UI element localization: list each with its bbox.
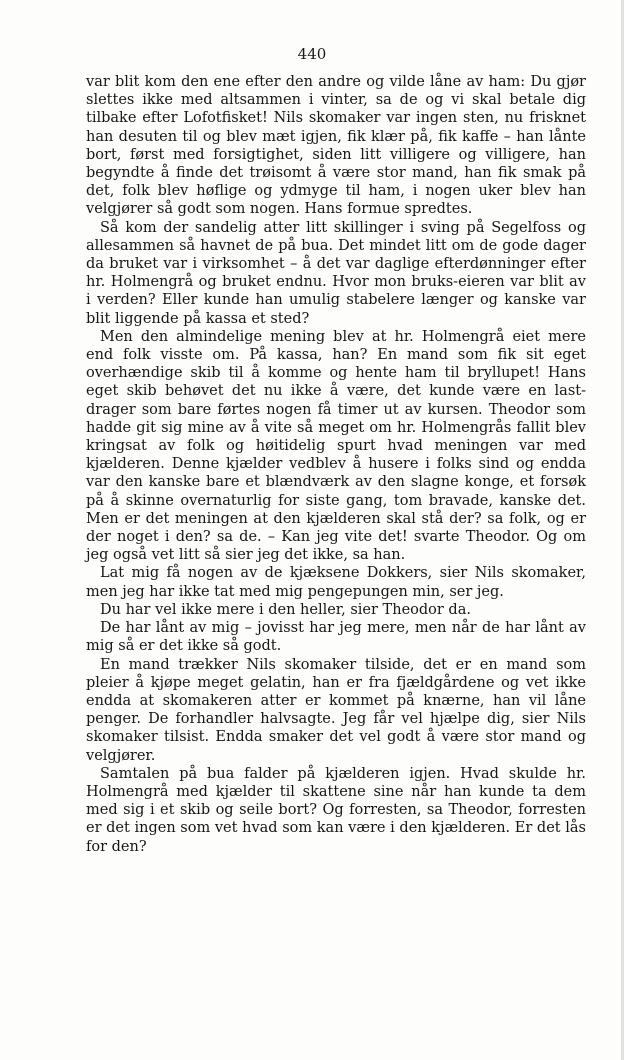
paragraph: var blit kom den ene efter den andre og vilde låne av ham: Du gjør slettes ikke med altsammen i vinter, sa de og vi skal betale dig tilbake efter Lofotfisket! Nils skomaker var ingen sten, nu frisknet han desuten til og blev mæt igjen, fik klær på, fik kaffe – han lånte bort, først med forsigtighet, siden litt villigere og villigere, han begyndte å finde det trøisomt å være stor mand, han fik smak på det, folk blev høflige og ydmyge til ham, i nogen uker blev han velgjører så godt som nogen. Hans formue spredtes. — [86, 74, 586, 218]
page-number: 440 — [297, 45, 327, 63]
paragraph: Så kom der sandelig atter litt skillinger i sving på Segelfoss og allesammen så havnet de på bua. Det mindet litt om de gode dager da bruket var i virksomhet – å det var daglige efterdønninger efter hr. Holmengrå og bruket endnu. Hvor mon bruks-eieren var blit av i verden? Eller kunde han umulig stabelere længer og kanske var blit liggende på kassa et sted? — [86, 219, 586, 327]
paragraph: De har lånt av mig – jovisst har jeg mere, men når de har lånt av mig så er det ikke så godt. — [86, 620, 586, 655]
paragraph: Lat mig få nogen av de kjæksene Dokkers, sier Nils skomaker, men jeg har ikke tat med mig pengepungen min, ser jeg. — [86, 565, 586, 600]
body-text — [86, 73, 586, 856]
paragraph: En mand trækker Nils skomaker tilside, det er en mand som pleier å kjøpe meget gelatin, han er fra fjældgårdene og vet ikke endda at skomakeren atter er kommet på knærne, han vil låne penger. De forhandler halvsagte. Jeg får vel hjælpe dig, sier Nils skomaker tilsist. Endda smaker det vel godt å være stor mand og velgjører. — [86, 656, 586, 764]
paragraph: Men den almindelige mening blev at hr. Holmengrå eiet mere end folk visste om. På kassa, han? En mand som fik sit eget overhændige skib til å komme og hente ham til bryllupet! Hans eget skib behøvet det nu ikke å være, det kunde være en last-drager som bare førtes nogen få timer ut av kursen. Theodor som hadde git sig mine av å vite så meget om hr. Holmengrås fallit blev kringsat av folk og høitidelig spurt hvad meningen var med kjælderen. Denne kjælder vedblev å husere i folks sind og endda var den kanske bare et blændværk av den slagne konge, et forsøk på å skinne overnaturlig for siste gang, tom bravade, kanske det. Men er det meningen at den kjælderen skal stå der? sa folk, og er der noget i den? sa de. – Kan jeg vite det! svarte Theodor. Og om jeg også vet litt så sier jeg det ikke, sa han. — [86, 328, 586, 564]
paragraph: Du har vel ikke mere i den heller, sier Theodor da. — [100, 601, 471, 618]
paragraph: Samtalen på bua falder på kjælderen igjen. Hvad skulde hr. Holmengrå med kjælder til skattene sine når han kunde ta dem med sig i et skib og seile bort? Og forresten, sa Theodor, forresten er det ingen som vet hvad som kan være i den kjælderen. Er det lås for den? — [86, 765, 586, 855]
